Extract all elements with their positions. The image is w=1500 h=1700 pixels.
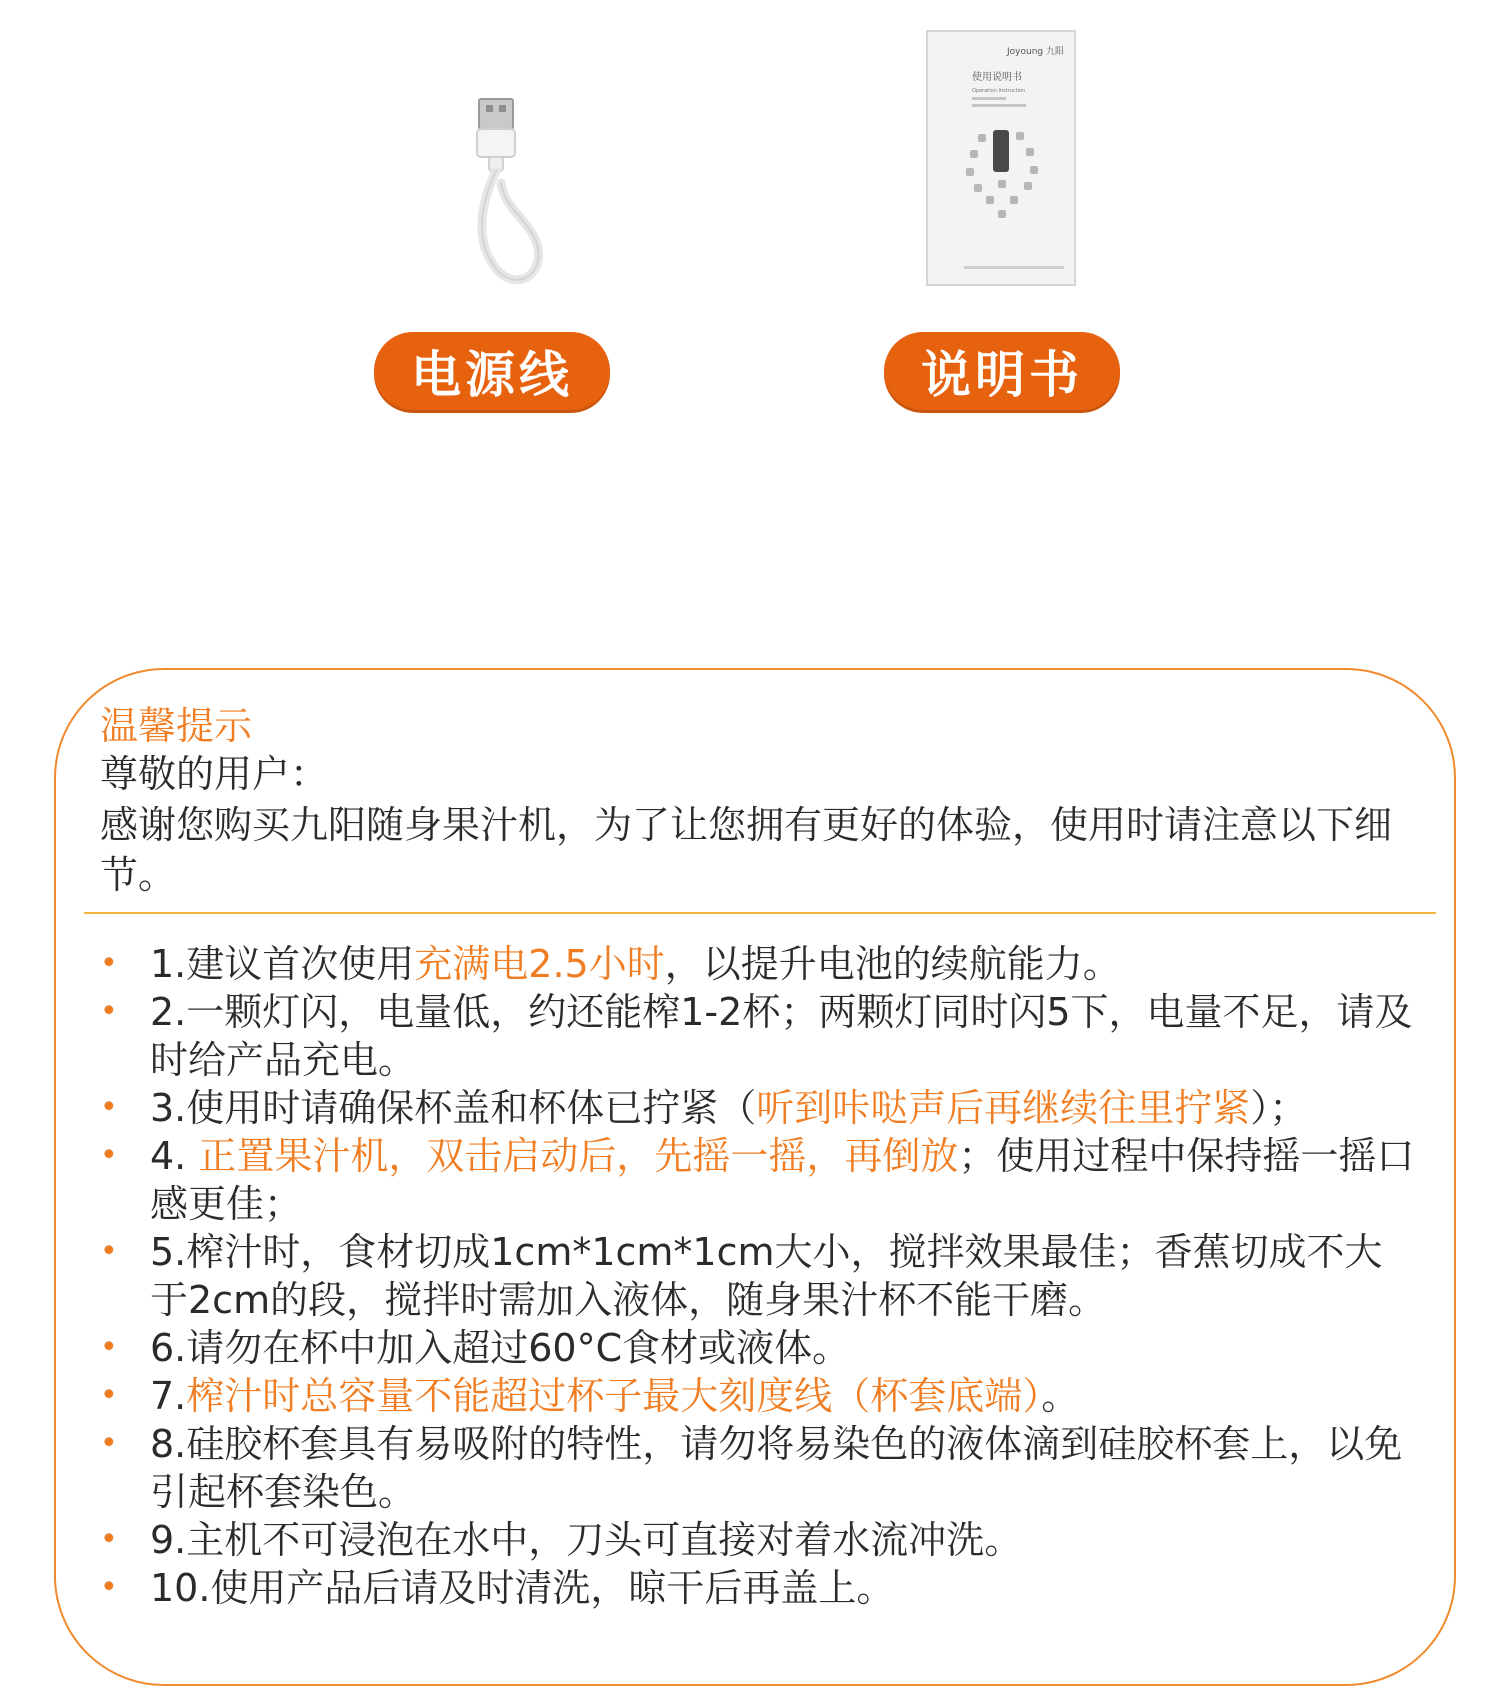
- cable-label-badge: 电源线: [374, 332, 610, 410]
- bullet-icon: •: [100, 1426, 118, 1461]
- bullet-icon: •: [100, 1570, 118, 1605]
- tip-highlight: 正置果汁机，双击启动后，先摇一摇，再倒放: [198, 1134, 959, 1178]
- tip-item: [98, 1132, 1418, 1228]
- divider: [84, 912, 1436, 914]
- tip-item: [98, 988, 1418, 1084]
- tip-text: 4.: [150, 1134, 199, 1178]
- tip-text: 3.使用时请确保杯盖和杯体已拧紧（: [150, 1086, 757, 1130]
- tip-highlight: 充满电2.5小时: [414, 942, 665, 986]
- tips-title: 温馨提示: [100, 704, 253, 748]
- tip-text: 10.使用产品后请及时清洗，晾干后再盖上。: [150, 1566, 895, 1610]
- bullet-icon: •: [100, 994, 118, 1029]
- tip-item: [98, 1372, 1418, 1420]
- tip-item: [98, 1516, 1418, 1564]
- manual-title-text: 使用说明书: [972, 72, 1022, 83]
- tip-item: [98, 1084, 1418, 1132]
- usb-cable-icon: [455, 95, 565, 285]
- tip-item: [98, 1324, 1418, 1372]
- tip-text: 9.主机不可浸泡在水中，刀头可直接对着水流冲洗。: [150, 1518, 1023, 1562]
- tip-text: ）；: [1250, 1086, 1308, 1130]
- tip-highlight: 听到咔哒声后再继续往里拧紧: [756, 1086, 1251, 1130]
- tip-text: ，以提升电池的续航能力。: [664, 942, 1121, 986]
- tip-text: 6.请勿在杯中加入超过60°C食材或液体。: [150, 1326, 851, 1370]
- tips-intro: 感谢您购买九阳随身果汁机，为了让您拥有更好的体验，使用时请注意以下细节。: [100, 803, 1393, 897]
- tip-text: ；使用过程中保持摇一摇口感更佳；: [150, 1134, 1415, 1226]
- bullet-icon: •: [100, 1138, 118, 1173]
- tip-text: 8.硅胶杯套具有易吸附的特性，请勿将易染色的液体滴到硅胶杯套上，以免引起杯套染色。: [150, 1422, 1403, 1514]
- manual-booklet-icon: [926, 30, 1076, 286]
- tip-text: 5.榨汁时，食材切成1cm*1cm*1cm大小，搅拌效果最佳；香蕉切成不大于2cm的段，搅拌时需加入液体，随身果汁杯不能干磨。: [150, 1230, 1383, 1322]
- bullet-icon: •: [100, 1330, 118, 1365]
- tip-item: [98, 940, 1418, 988]
- tip-text: 。: [1041, 1374, 1080, 1418]
- manual-subtitle-text: Operation Instruction: [972, 88, 1026, 94]
- tip-text: 2.一颗灯闪，电量低，约还能榨1-2杯；两颗灯同时闪5下，电量不足，请及时给产品充电。: [150, 990, 1413, 1082]
- bullet-icon: •: [100, 946, 118, 981]
- tips-list: [98, 940, 1418, 1612]
- tip-highlight: 榨汁时总容量不能超过杯子最大刻度线（杯套底端）: [186, 1374, 1042, 1418]
- bullet-icon: •: [100, 1378, 118, 1413]
- tip-item: [98, 1420, 1418, 1516]
- manual-brand-text: Joyoung 九阳: [1007, 47, 1064, 57]
- tip-text: 7.: [150, 1374, 187, 1418]
- tip-item: [98, 1564, 1418, 1612]
- tips-greeting: 尊敬的用户：: [100, 752, 329, 796]
- bullet-icon: •: [100, 1234, 118, 1269]
- tip-text: 1.建议首次使用: [150, 942, 415, 986]
- manual-label-badge: 说明书: [884, 332, 1120, 410]
- bullet-icon: •: [100, 1522, 118, 1557]
- bullet-icon: •: [100, 1090, 118, 1125]
- tip-item: [98, 1228, 1418, 1324]
